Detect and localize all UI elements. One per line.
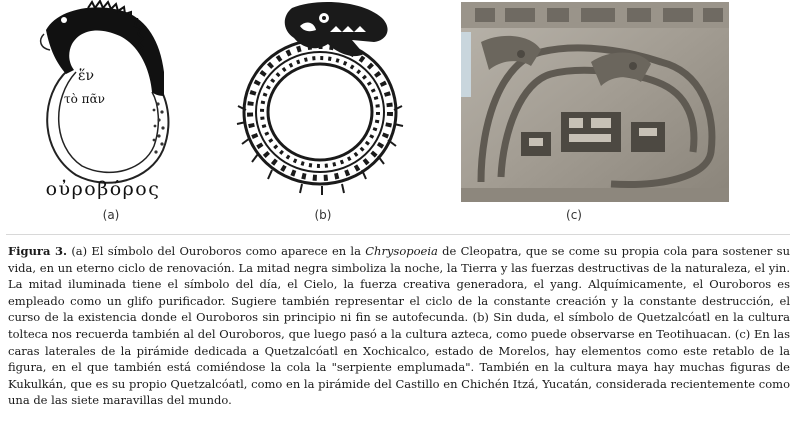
greek-inscription-middle: τὸ πᾶν [64, 92, 105, 106]
serpent-ring [244, 40, 396, 184]
greek-word-ouroboros: οὐροβόρος [45, 178, 161, 200]
figure-b-quetzalcoatl [232, 0, 412, 200]
figure-a-label: (a) [102, 208, 120, 222]
figure-b-label: (b) [314, 208, 332, 222]
sky-patch [461, 32, 471, 97]
caption-text-part2: de Cleopatra, que se come su propia cola para sostener su vida, en un eterno ciclo de renovación. La mitad negra simboliza la noche, la Tierra y las fuerzas destructivas de la naturaleza, el yin. La mitad iluminada tiene el símbolo del día, el Cielo, la fuerza creativa generadora, el yang. Alquímicamente, el Ouroboros es empleado como un glifo purificador. Sugiere también representar el ciclo de la constante creación y la constante destrucción, el curso de la existencia donde el Ouroboros sin principio ni fin se autofecunda. (b) Sin duda, el símbolo de Quetzalcóatl en la cultura tolteca nos recuerda también al del Ouroboros, que luego pasó a la cultura azteca, como puede observarse en Teotihuacan. (c) En las caras laterales de la pirámide dedicada a Quetzalcóatl en Xochicalco, estado de Morelos, hay elementos como este retablo de la figura, en el que también está comiéndose la cola la "serpiente emplumada". También en la cultura maya hay muchas figuras de Kukulkán, que es su propio Quetzalcóatl, como en la pirámide del Castillo en Chichén Itzá, Yucatán, considerada recientemente como una de las siete maravillas del mundo. [8, 244, 790, 408]
bottom-band [461, 188, 729, 202]
caption-text-part1: (a) El símbolo del Ouroboros como aparece en la [67, 244, 366, 258]
serpent-body-inner [59, 72, 159, 172]
serpent-eye [61, 17, 67, 23]
figure-c-label: (c) [566, 208, 582, 222]
ouroboros-drawing [28, 0, 178, 200]
greek-inscription-top: ἕν [78, 68, 95, 84]
figure-a-ouroboros [28, 0, 178, 200]
caption-divider [6, 234, 790, 235]
feathered-serpent-drawing [232, 0, 412, 200]
frieze-carvings [475, 8, 723, 22]
caption-italic-title: Chrysopoeia [365, 244, 438, 258]
figure-caption [8, 243, 790, 409]
stone-relief-photo [461, 2, 729, 202]
caption-heading: Figura 3. [8, 244, 68, 258]
figure-c-xochicalco-relief [461, 2, 729, 202]
